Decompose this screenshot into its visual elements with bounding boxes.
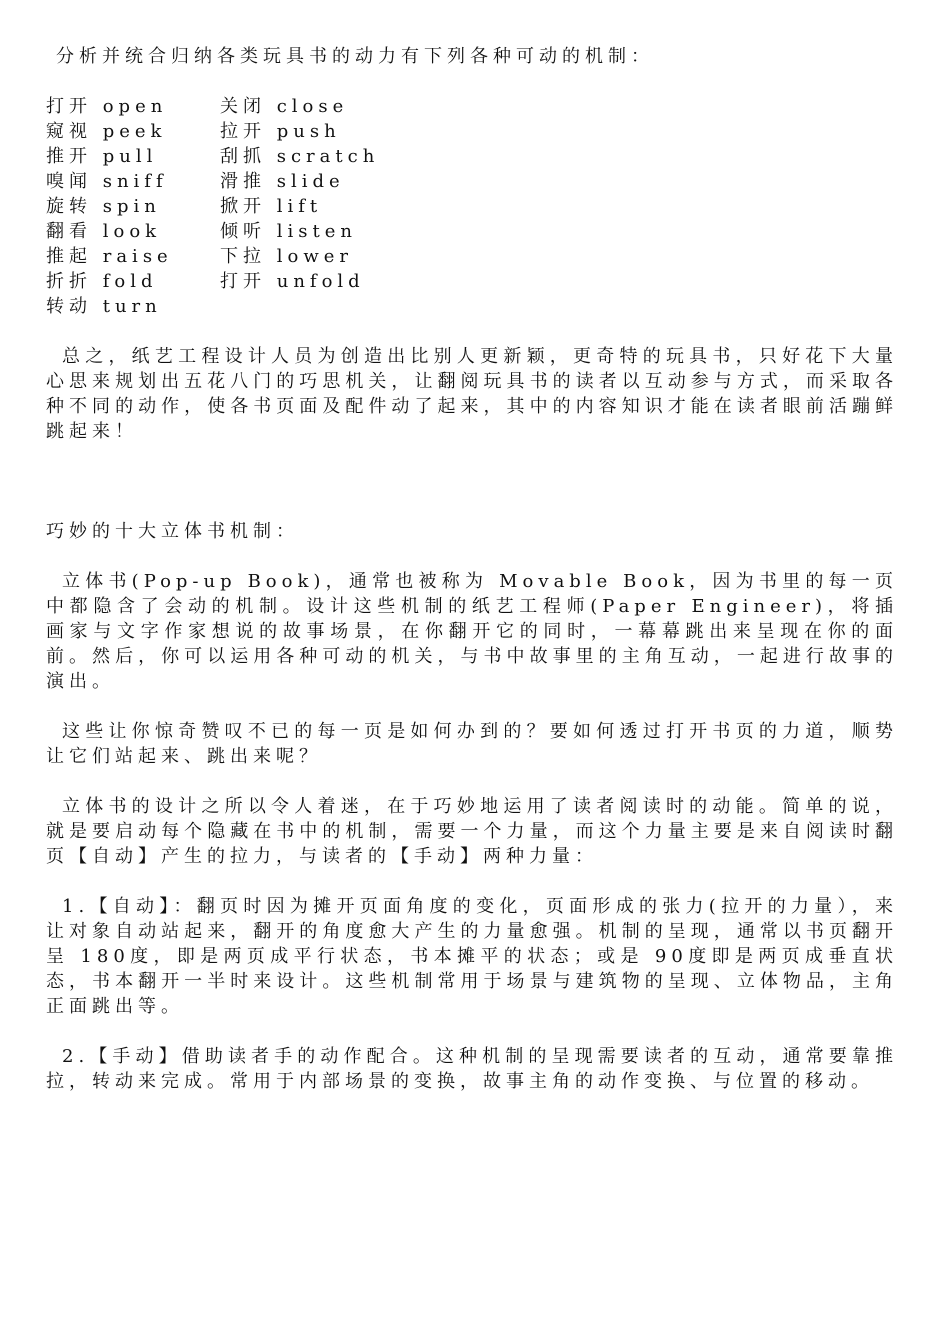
- body-paragraph: 立体书(Pop-up Book)，通常也被称为 Movable Book，因为书里的每一页中都隐含了会动的机制。设计这些机制的纸艺工程师(Paper Engineer)，将插画家与文字作家想说的故事场景，在你翻开它的同时，一幕幕跳出来呈现在你的面前。然后，你可以运用各种可动的机关，与书中故事里的主角互动，一起进行故事的演出。: [46, 571, 898, 692]
- mechanism-term: 嗅闻 sniff: [46, 171, 168, 192]
- mechanism-row: [46, 144, 898, 169]
- mechanism-row: [46, 194, 898, 219]
- body-paragraph: 2.【手动】借助读者手的动作配合。这种机制的呈现需要读者的互动，通常要靠推拉，转动来完成。常用于内部场景的变换，故事主角的动作变换、与位置的移动。: [46, 1046, 898, 1092]
- mechanism-term: [220, 294, 520, 319]
- mechanism-term: 关闭 close: [220, 96, 349, 117]
- mechanism-list: [46, 94, 898, 319]
- mechanism-row: [46, 119, 898, 144]
- mechanism-row: [46, 244, 898, 269]
- mechanism-term: 滑推 slide: [220, 171, 345, 192]
- mechanism-term: 刮抓 scratch: [220, 146, 380, 167]
- body-paragraph: 立体书的设计之所以令人着迷，在于巧妙地运用了读者阅读时的动能。简单的说，就是要启动每个隐藏在书中的机制，需要一个力量，而这个力量主要是来自阅读时翻页【自动】产生的拉力，与读者的【手动】两种力量：: [46, 796, 898, 867]
- mechanism-term: 窥视 peek: [46, 121, 167, 142]
- mechanism-term: 打开 unfold: [220, 271, 365, 292]
- summary-paragraph: 总之，纸艺工程设计人员为创造出比别人更新颖，更奇特的玩具书，只好花下大量心思来规划出五花八门的巧思机关，让翻阅玩具书的读者以互动参与方式，而采取各种不同的动作，使各书页面及配件动了起来，其中的内容知识才能在读者眼前活蹦鲜跳起来！: [46, 346, 898, 442]
- mechanism-term: 翻看 look: [46, 221, 162, 242]
- mechanism-row: [46, 294, 898, 319]
- mechanism-row: [46, 94, 898, 119]
- mechanism-term: 倾听 listen: [220, 221, 357, 242]
- mechanism-term: 打开 open: [46, 96, 168, 117]
- intro-text: 分析并统合归纳各类玩具书的动力有下列各种可动的机制：: [56, 46, 654, 67]
- mechanism-row: [46, 169, 898, 194]
- mechanism-term: 转动 turn: [46, 296, 162, 317]
- mechanism-term: 下拉 lower: [220, 246, 353, 267]
- mechanism-term: 推起 raise: [46, 246, 173, 267]
- mechanism-term: 旋转 spin: [46, 196, 161, 217]
- mechanism-term: 掀开 lift: [220, 196, 323, 217]
- body-paragraph: 1.【自动】：翻页时因为摊开页面角度的变化，页面形成的张力(拉开的力量），来让对象自动站起来，翻开的角度愈大产生的力量愈强。机制的呈现，通常以书页翻开呈 180度，即是两页成平行状态，书本摊平的状态；或是 90度即是两页成垂直状态，书本翻开一半时来设计。这些机制常用于场景与建筑物的呈现、立体物品，主角正面跳出等。: [46, 896, 898, 1017]
- section-title: 巧妙的十大立体书机制：: [46, 521, 299, 542]
- document-page: [46, 44, 898, 1094]
- mechanism-term: 拉开 push: [220, 121, 341, 142]
- mechanism-term: 推开 pull: [46, 146, 158, 167]
- mechanism-term: 折折 fold: [46, 271, 158, 292]
- body-paragraph: 这些让你惊奇赞叹不已的每一页是如何办到的？要如何透过打开书页的力道，顺势让它们站起来、跳出来呢？: [46, 721, 898, 767]
- mechanism-row: [46, 219, 898, 244]
- mechanism-row: [46, 269, 898, 294]
